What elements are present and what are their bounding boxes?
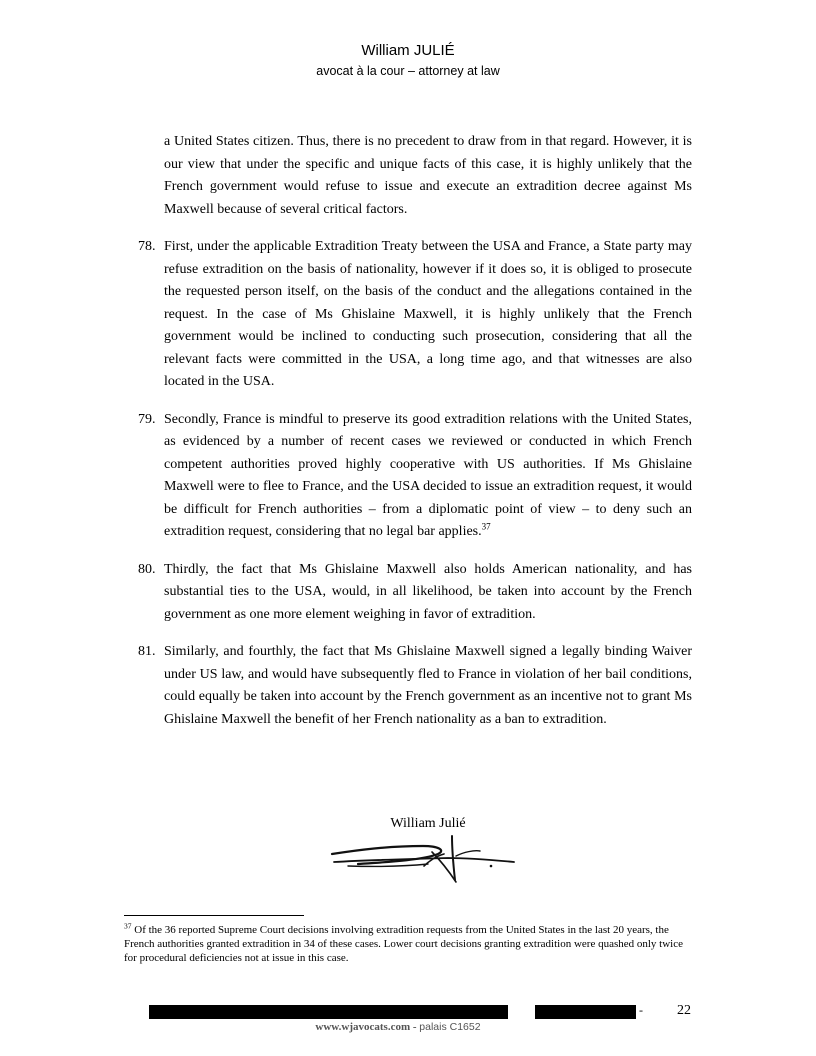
paragraph-79 — [138, 409, 692, 544]
paragraph-number: 79. — [138, 411, 156, 427]
redaction-bar-small — [535, 1005, 636, 1019]
paragraph-text: Secondly, France is mindful to preserve its good extradition relations with the United States, as evidenced by a number of recent cases we reviewed or conducted in which French competent authorities proved highly cooperative with US authorities. If Ms Ghislaine Maxwell were to flee to France, and the USA decided to issue an extradition request, it would be difficult for French authorities – from a diplomatic point of view – to deny such an extradition request, considering that no legal bar applies. — [164, 411, 692, 539]
footnote-37 — [124, 923, 684, 965]
paragraph-number: 81. — [138, 644, 156, 659]
paragraph-text: First, under the applicable Extradition Treaty between the USA and France, a State party may refuse extradition on the basis of nationality, however if it does so, it is obliged to prosecute the requested person itself, on the basis of the conduct and the allegations contained in the request. In the case of Ms Ghislaine Maxwell, it is highly unlikely that the French government would be inclined to conducting such prosecution, considering that all the relevant facts were committed in the USA, a long time ago, and that witnesses are also located in the USA. — [164, 239, 692, 389]
paragraph-81 — [138, 641, 692, 731]
letterhead-subtitle: avocat à la cour – attorney at law — [316, 64, 500, 78]
paragraph-text: Thirdly, the fact that Ms Ghislaine Maxwell also holds American nationality, and has substantial ties to the USA, would, in all likelihood, be taken into account by the French government as one more element weighing in favor of extradition. — [164, 561, 692, 622]
footer-address — [0, 1021, 796, 1033]
paragraph-text: Similarly, and fourthly, the fact that Ms Ghislaine Maxwell signed a legally binding Waiver under US law, and would have subsequently fled to France in violation of her bail conditions, could equally be taken into account by the French government as an incentive not to grant Ms Ghislaine Maxwell the benefit of her French nationality as a ban to extradition. — [164, 644, 692, 727]
footnote-separator — [124, 915, 304, 916]
continued-paragraph: a United States citizen. Thus, there is no precedent to draw from in that regard. However, it is our view that under the specific and unique facts of this case, it is highly unlikely that the French government would refuse to issue and execute an extradition decree against Ms Maxwell because of several critical factors. — [164, 134, 692, 217]
footer-website-link[interactable]: www.wjavocats.com — [315, 1021, 411, 1033]
footnote-text: Of the 36 reported Supreme Court decisions involving extradition requests from the United States in the last 20 years, the French authorities granted extradition in 34 of these cases. Lower court decisions granting extradition were quashed only twice for procedural deficiencies not at issue in this case. — [124, 924, 683, 964]
footnote-reference[interactable]: 37 — [481, 521, 491, 532]
paragraph-80 — [138, 559, 692, 627]
signatory-name: William Julié — [390, 816, 466, 831]
paragraph-number: 78. — [138, 239, 156, 254]
paragraph-78 — [138, 236, 692, 394]
redaction-bar — [149, 1005, 508, 1019]
footer-dash: - — [639, 1003, 643, 1017]
document-body — [0, 131, 816, 746]
letterhead-name: William JULIÉ — [361, 42, 455, 59]
footer-palais: palais C1652 — [419, 1021, 481, 1033]
letterhead — [0, 40, 816, 80]
paragraph-number: 80. — [138, 561, 156, 577]
handwritten-signature — [328, 832, 518, 888]
footnote-number: 37 — [124, 921, 132, 931]
page-number: 22 — [677, 1003, 691, 1018]
footer-separator: - — [410, 1021, 420, 1033]
